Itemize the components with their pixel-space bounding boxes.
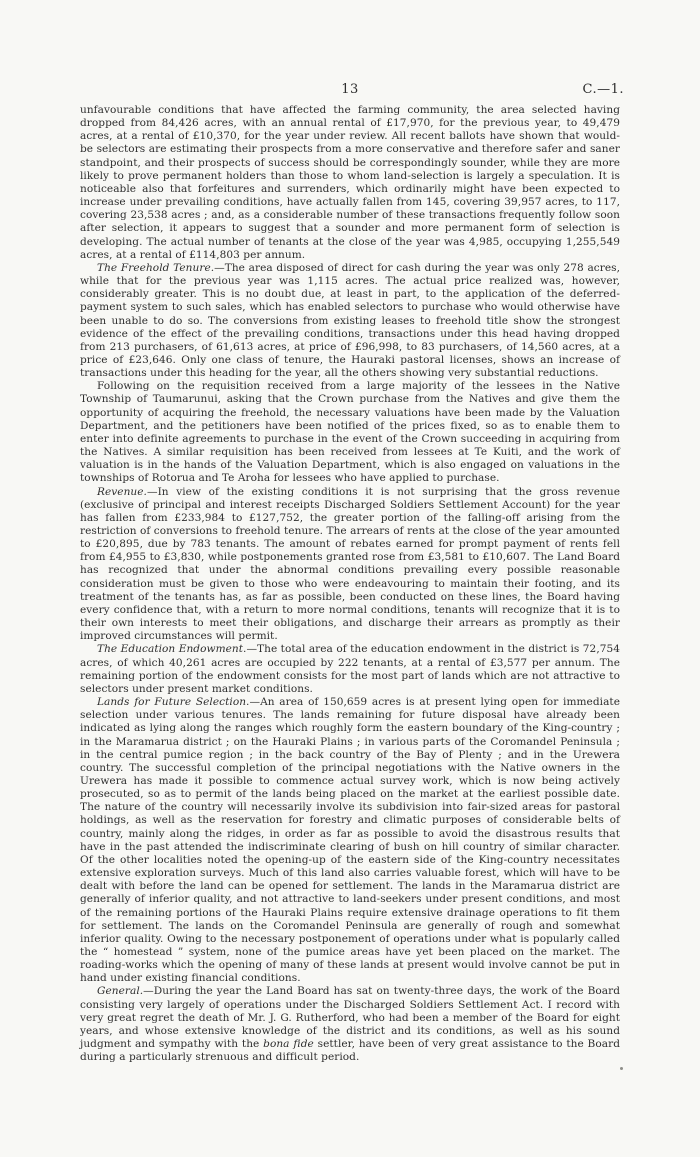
page-number: 13 (341, 82, 359, 97)
paragraph-text: —An area of 150,659 acres is at present lying open for immediate selection under various tenures. The lands remaining for future disposal have already been indicated as lying along the ranges which roughly form the eastern boundary of the King-country ; in the Maramarua district ; on the Hauraki Plains ; in various parts of the Coromandel Peninsula ; in the central pumice region ; in the back country of the Bay of Plenty ; and in the Urewera country. The successful completion of the principal negotiations with the Native owners in the Urewera has made it possible to commence actual survey work, which is now being actively prosecuted, so as to permit of the lands being placed on the market at the earliest possible date. The nature of the country will necessarily involve its subdivision into fair-sized areas for pastoral holdings, as well as the reservation for forestry and climatic purposes of considerable belts of country, mainly along the ridges, in order as far as possible to avoid the disastrous results that have in the past attended the indiscriminate clearing of bush on hill country of similar character. Of the other localities noted the opening-up of the eastern side of the King-country necessitates extensive exploration surveys. Much of this land also carries valuable forest, which will have to be dealt with before the land can be opened for settlement. The lands in the Maramarua district are generally of inferior quality, and not attractive to land-seekers under present conditions, and most of the remaining portions of the Hauraki Plains require extensive drainage operations to fit them for settlement. The lands on the Coromandel Peninsula are generally of rough and somewhat inferior quality. Owing to the necessary postponement of operations under what is popularly called the “ homestead ” system, none of the pumice areas have yet been placed on the market. The roading-works which the opening of many of these lands at present would involve cannot be put in hand under existing financial conditions. (80, 696, 620, 985)
ink-speck (620, 1067, 623, 1070)
paragraph-text: —The area disposed of direct for cash during the year was only 278 acres, while that for the previous year was 1,115 acres. The actual price realized was, however, considerably greater. This is no doubt due, at least in part, to the application of the deferred-payment system to such sales, which has enabled selectors to purchase who would otherwise have been unable to do so. The conversions from existing leases to freehold title show the strongest evidence of the effect of the prevailing conditions, transactions under this head having dropped from 213 purchasers, of 61,613 acres, at price of £96,998, to 83 purchasers, of 14,560 acres, at a price of £23,646. Only one class of tenure, the Hauraki pastoral licenses, shows an increase of transactions under this heading for the year, all the others showing very substantial reductions. (80, 261, 620, 380)
italic-phrase: bona fide (263, 1038, 314, 1051)
paragraph-text: settler, have been of very great assistance to the Board during a particularly strenuous and difficult period. (80, 1038, 620, 1064)
paragraph (80, 262, 620, 380)
italic-phrase: General. (97, 985, 144, 998)
italic-phrase: The Freehold Tenure. (97, 261, 215, 274)
italic-phrase: Lands for Future Selection. (97, 696, 250, 709)
paragraph (80, 380, 620, 485)
paragraph-text: Following on the requisition received from a large majority of the lessees in the Native Township of Taumarunui, asking that the Crown purchase from the Natives and give them the opportunity of acquiring the freehold, the necessary valuations have been made by the Valuation Department, and the petitioners have been notified of the prices fixed, so as to enable them to enter into definite agreements to purchase in the event of the Crown succeeding in acquiring from the Natives. A similar requisition has been received from lessees at Te Kuiti, and the work of valuation is in the hands of the Valuation Department, which is also engaged on valuations in the townships of Rotorua and Te Aroha for lessees who have applied to purchase. (80, 380, 620, 485)
paragraph (80, 104, 620, 262)
paragraph-text: —The total area of the education endowment in the district is 72,754 acres, of which 40,261 acres are occupied by 222 tenants, at a rental of £3,577 per annum. The remaining portion of the endowment consists for the most part of lands which are not attractive to selectors under present market conditions. (80, 643, 620, 695)
paragraph (80, 486, 620, 644)
italic-phrase: The Education Endowment. (97, 643, 247, 656)
paragraph (80, 985, 620, 1064)
document-body (80, 104, 620, 1064)
document-reference: C.—1. (582, 82, 624, 97)
running-header (80, 82, 624, 98)
paragraph-text: —In view of the existing conditions it is not surprising that the gross revenue (exclusive of principal and interest receipts Discharged Soldiers Settlement Account) for the year has fallen from £233,984 to £127,752, the greater portion of the falling-off arising from the restriction of conversions to freehold tenure. The arrears of rents at the close of the year amounted to £20,895, due by 783 tenants. The amount of rebates earned for prompt payment of rents fell from £4,955 to £3,830, while postponements granted rose from £3,581 to £10,607. The Land Board has recognized that under the abnormal conditions prevailing every possible reasonable consideration must be given to those who were endeavouring to maintain their footing, and its treatment of the tenants has, as far as possible, been conducted on these lines, the Board having every confidence that, with a return to more normal conditions, tenants will recognize that it is to their own interests to meet their obligations, and discharge their arrears as promptly as their improved circumstances will permit. (80, 485, 620, 643)
paragraph (80, 643, 620, 696)
paragraph-text: unfavourable conditions that have affected the farming community, the area selected having dropped from 84,426 acres, with an annual rental of £17,970, for the previous year, to 49,479 acres, at a rental of £10,370, for the year under review. All recent ballots have shown that would-be selectors are estimating their prospects from a more conservative and therefore safer and saner standpoint, and their prospects of success should be correspondingly sounder, while they are more likely to prove permanent holders than those to whom land-selection is largely a speculation. It is noticeable also that forfeitures and surrenders, which ordinarily might have been expected to increase under prevailing conditions, have actually fallen from 145, covering 39,957 acres, to 117, covering 23,538 acres ; and, as a considerable number of these transactions frequently follow soon after selection, it appears to suggest that a sounder and more permanent form of selection is developing. The actual number of tenants at the close of the year was 4,985, occupying 1,255,549 acres, at a rental of £114,803 per annum. (80, 104, 620, 261)
italic-phrase: Revenue. (97, 485, 147, 498)
paragraph-text: —During the year the Land Board has sat on twenty-three days, the work of the Board consisting very largely of operations under the Discharged Soldiers Settlement Act. I record with very great regret the death of Mr. J. G. Rutherford, who had been a member of the Board for eight years, and whose extensive knowledge of the district and its conditions, as well as his sound judgment and sympathy with the (80, 985, 620, 1051)
paragraph (80, 696, 620, 985)
